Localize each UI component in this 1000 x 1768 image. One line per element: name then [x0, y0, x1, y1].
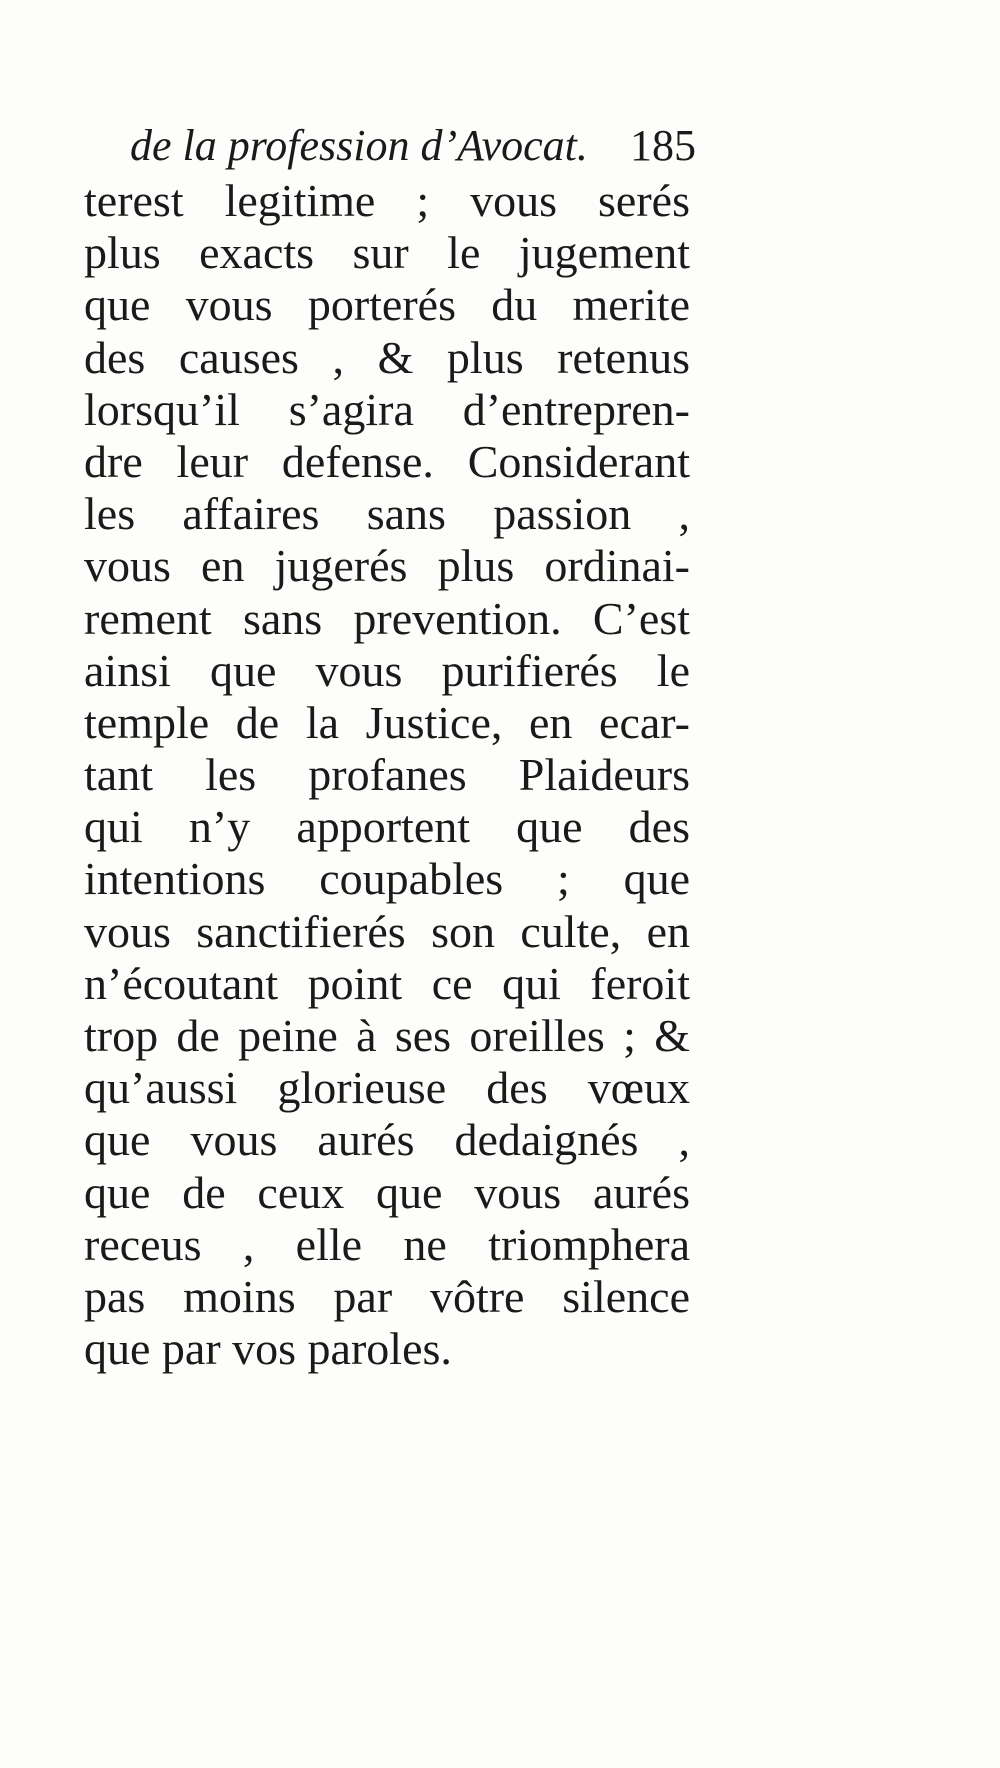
text-line: pas moins par vôtre silence [84, 1270, 690, 1322]
text-line: ainsi que vous purifierés le [84, 644, 690, 696]
text-line: que vous aurés dedaignés , [84, 1114, 690, 1166]
text-line: terest legitime ; vous serés [84, 175, 690, 226]
text-line: plus exacts sur le jugement [84, 227, 690, 279]
page-number: 185 [630, 121, 696, 170]
text-line: qui n’y apportent que des [84, 801, 690, 853]
text-line: qu’aussi glorieuse des vœux [84, 1062, 690, 1114]
body-text [84, 175, 690, 1375]
text-line: trop de peine à ses oreilles ; & [84, 1010, 690, 1061]
text-line: receus , elle ne triomphera [84, 1218, 690, 1270]
text-line: les affaires sans passion , [84, 488, 690, 540]
text-line: des causes , & plus retenus [84, 331, 690, 383]
text-line: intentions coupables ; que [84, 853, 690, 905]
text-line: rement sans prevention. C’est [84, 592, 690, 644]
text-line: lorsqu’il s’agira d’entrepren- [84, 383, 690, 435]
text-line: n’écoutant point ce qui feroit [84, 957, 690, 1009]
running-head [130, 118, 710, 174]
text-line: vous sanctifierés son culte, en [84, 905, 690, 957]
running-title: de la profession d’Avocat. [130, 121, 588, 170]
text-line: dre leur defense. Considerant [84, 435, 690, 487]
text-line: que par vos paroles. [84, 1323, 452, 1375]
text-line: vous en jugerés plus ordinai- [84, 540, 690, 592]
text-line: temple de la Justice, en ecar- [84, 696, 690, 748]
text-line: tant les profanes Plaideurs [84, 749, 690, 801]
text-line: que de ceux que vous aurés [84, 1166, 690, 1218]
text-line: que vous porterés du merite [84, 279, 690, 331]
